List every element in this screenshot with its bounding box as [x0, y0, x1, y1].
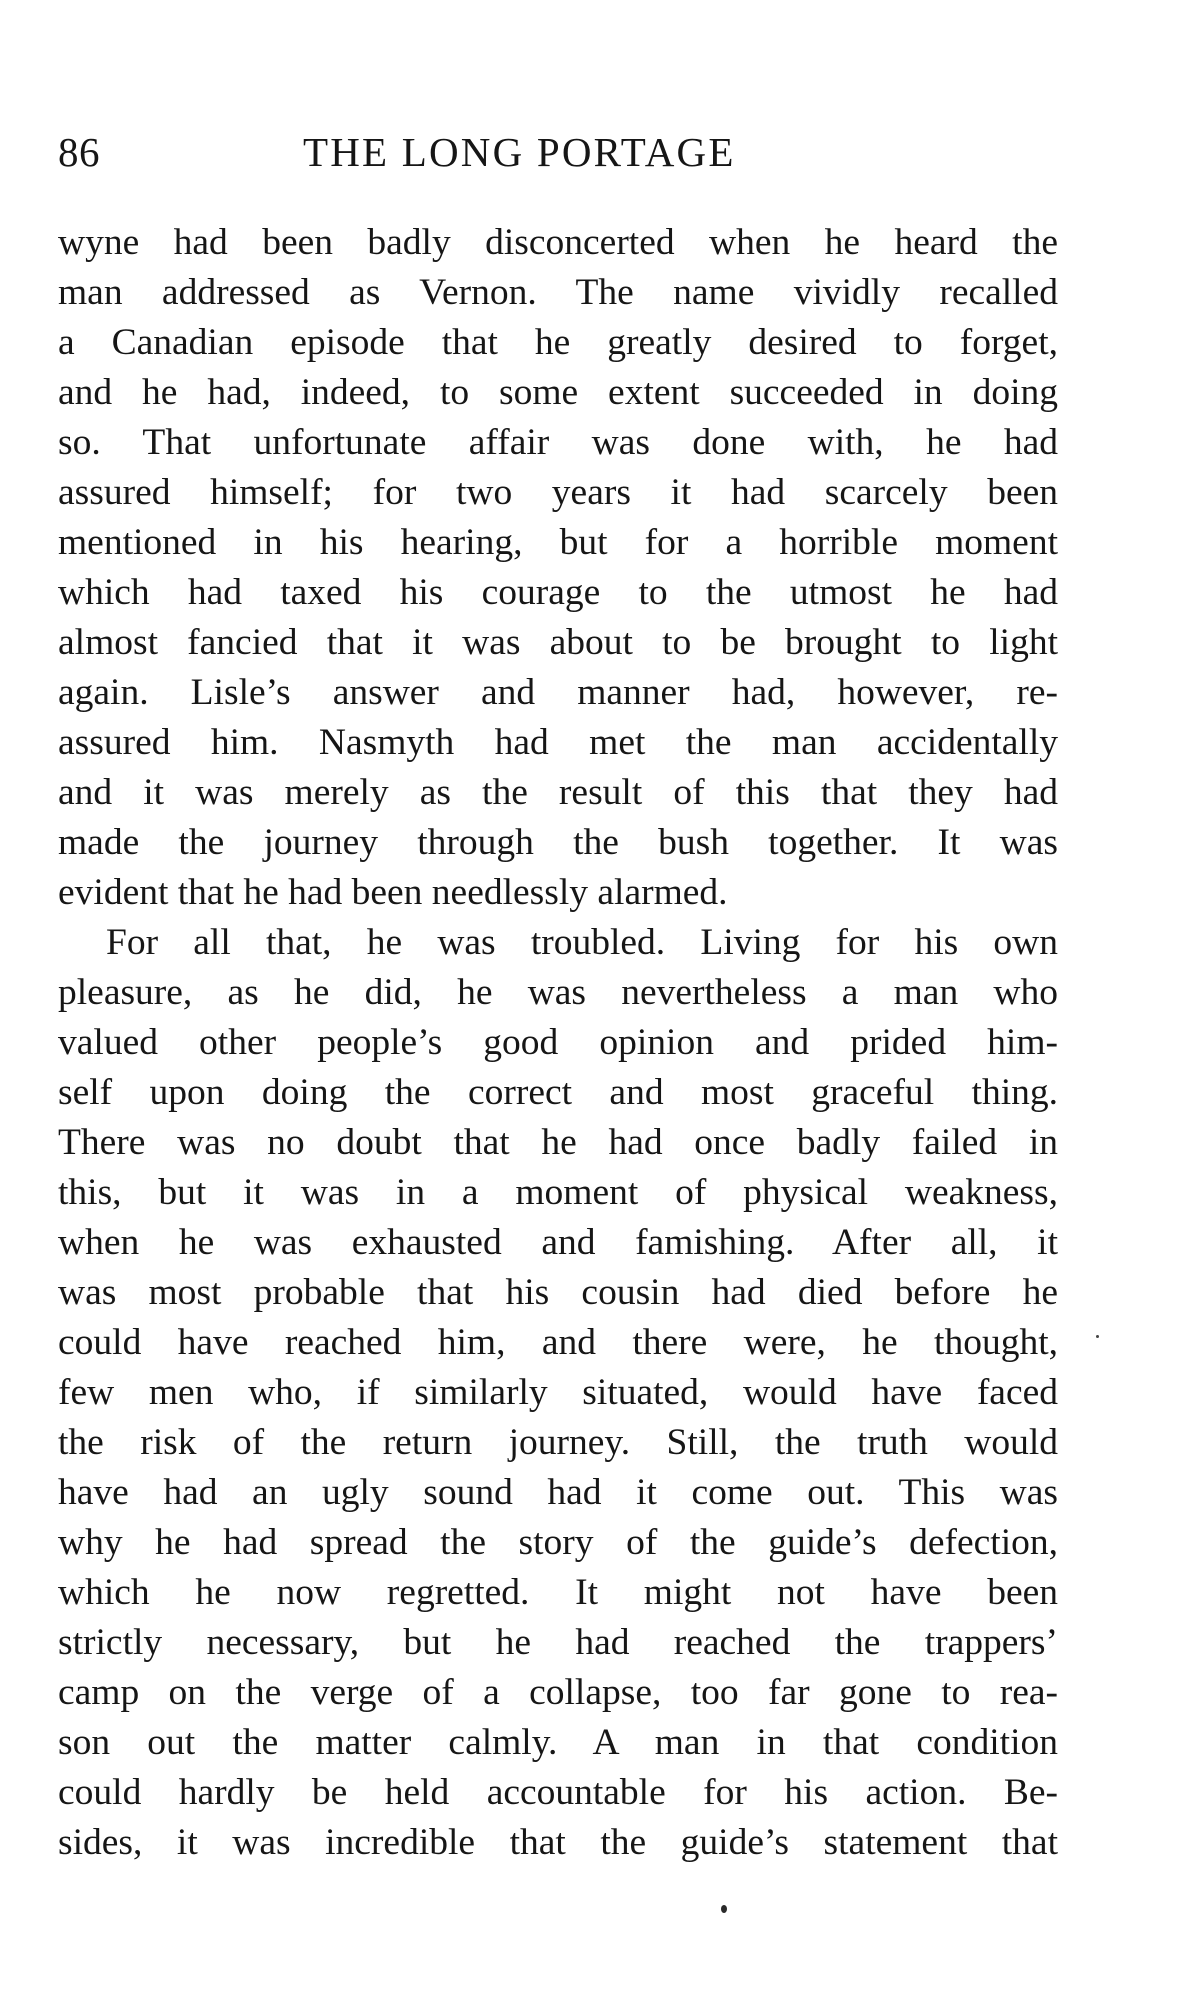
- ink-speck: [1096, 1335, 1099, 1338]
- text-line: sides, it was incredible that the guide’s statement that: [58, 1822, 1058, 1863]
- text-line: There was no doubt that he had once badly failed in: [58, 1122, 1058, 1163]
- text-line: self upon doing the correct and most graceful thing.: [58, 1072, 1058, 1113]
- text-line: evident that he had been needlessly alarmed.: [58, 872, 728, 913]
- text-line: the risk of the return journey. Still, the truth would: [58, 1422, 1058, 1463]
- text-line: mentioned in his hearing, but for a horrible moment: [58, 522, 1058, 563]
- body-text: [58, 218, 1058, 1868]
- text-line: this, but it was in a moment of physical weakness,: [58, 1172, 1058, 1213]
- text-line: made the journey through the bush together. It was: [58, 822, 1058, 863]
- text-line: and he had, indeed, to some extent succeeded in doing: [58, 372, 1058, 413]
- text-line: For all that, he was troubled. Living for his own: [106, 922, 1058, 963]
- text-line: could hardly be held accountable for his action. Be-: [58, 1772, 1058, 1813]
- text-line: why he had spread the story of the guide’s defection,: [58, 1522, 1058, 1563]
- text-line: almost fancied that it was about to be brought to light: [58, 622, 1058, 663]
- running-head: [58, 122, 1058, 182]
- running-title: THE LONG PORTAGE: [303, 129, 736, 175]
- text-line: pleasure, as he did, he was nevertheless a man who: [58, 972, 1058, 1013]
- text-line: valued other people’s good opinion and prided him-: [58, 1022, 1058, 1063]
- text-line: man addressed as Vernon. The name vividly recalled: [58, 272, 1058, 313]
- text-line: again. Lisle’s answer and manner had, however, re-: [58, 672, 1058, 713]
- text-line: strictly necessary, but he had reached the trappers’: [58, 1622, 1058, 1663]
- text-line: few men who, if similarly situated, would have faced: [58, 1372, 1058, 1413]
- text-line: could have reached him, and there were, he thought,: [58, 1322, 1058, 1363]
- ink-speck: [721, 1905, 727, 1913]
- text-line: have had an ugly sound had it come out. This was: [58, 1472, 1058, 1513]
- text-line: wyne had been badly disconcerted when he heard the: [58, 222, 1058, 263]
- text-line: camp on the verge of a collapse, too far gone to rea-: [58, 1672, 1058, 1713]
- text-line: son out the matter calmly. A man in that condition: [58, 1722, 1058, 1763]
- text-line: when he was exhausted and famishing. After all, it: [58, 1222, 1058, 1263]
- page-number: 86: [58, 129, 100, 175]
- text-line: assured him. Nasmyth had met the man accidentally: [58, 722, 1058, 763]
- text-line: which he now regretted. It might not have been: [58, 1572, 1058, 1613]
- text-line: so. That unfortunate affair was done with, he had: [58, 422, 1058, 463]
- text-line: was most probable that his cousin had died before he: [58, 1272, 1058, 1313]
- text-line: and it was merely as the result of this that they had: [58, 772, 1058, 813]
- text-line: which had taxed his courage to the utmost he had: [58, 572, 1058, 613]
- text-line: assured himself; for two years it had scarcely been: [58, 472, 1058, 513]
- text-line: a Canadian episode that he greatly desired to forget,: [58, 322, 1058, 363]
